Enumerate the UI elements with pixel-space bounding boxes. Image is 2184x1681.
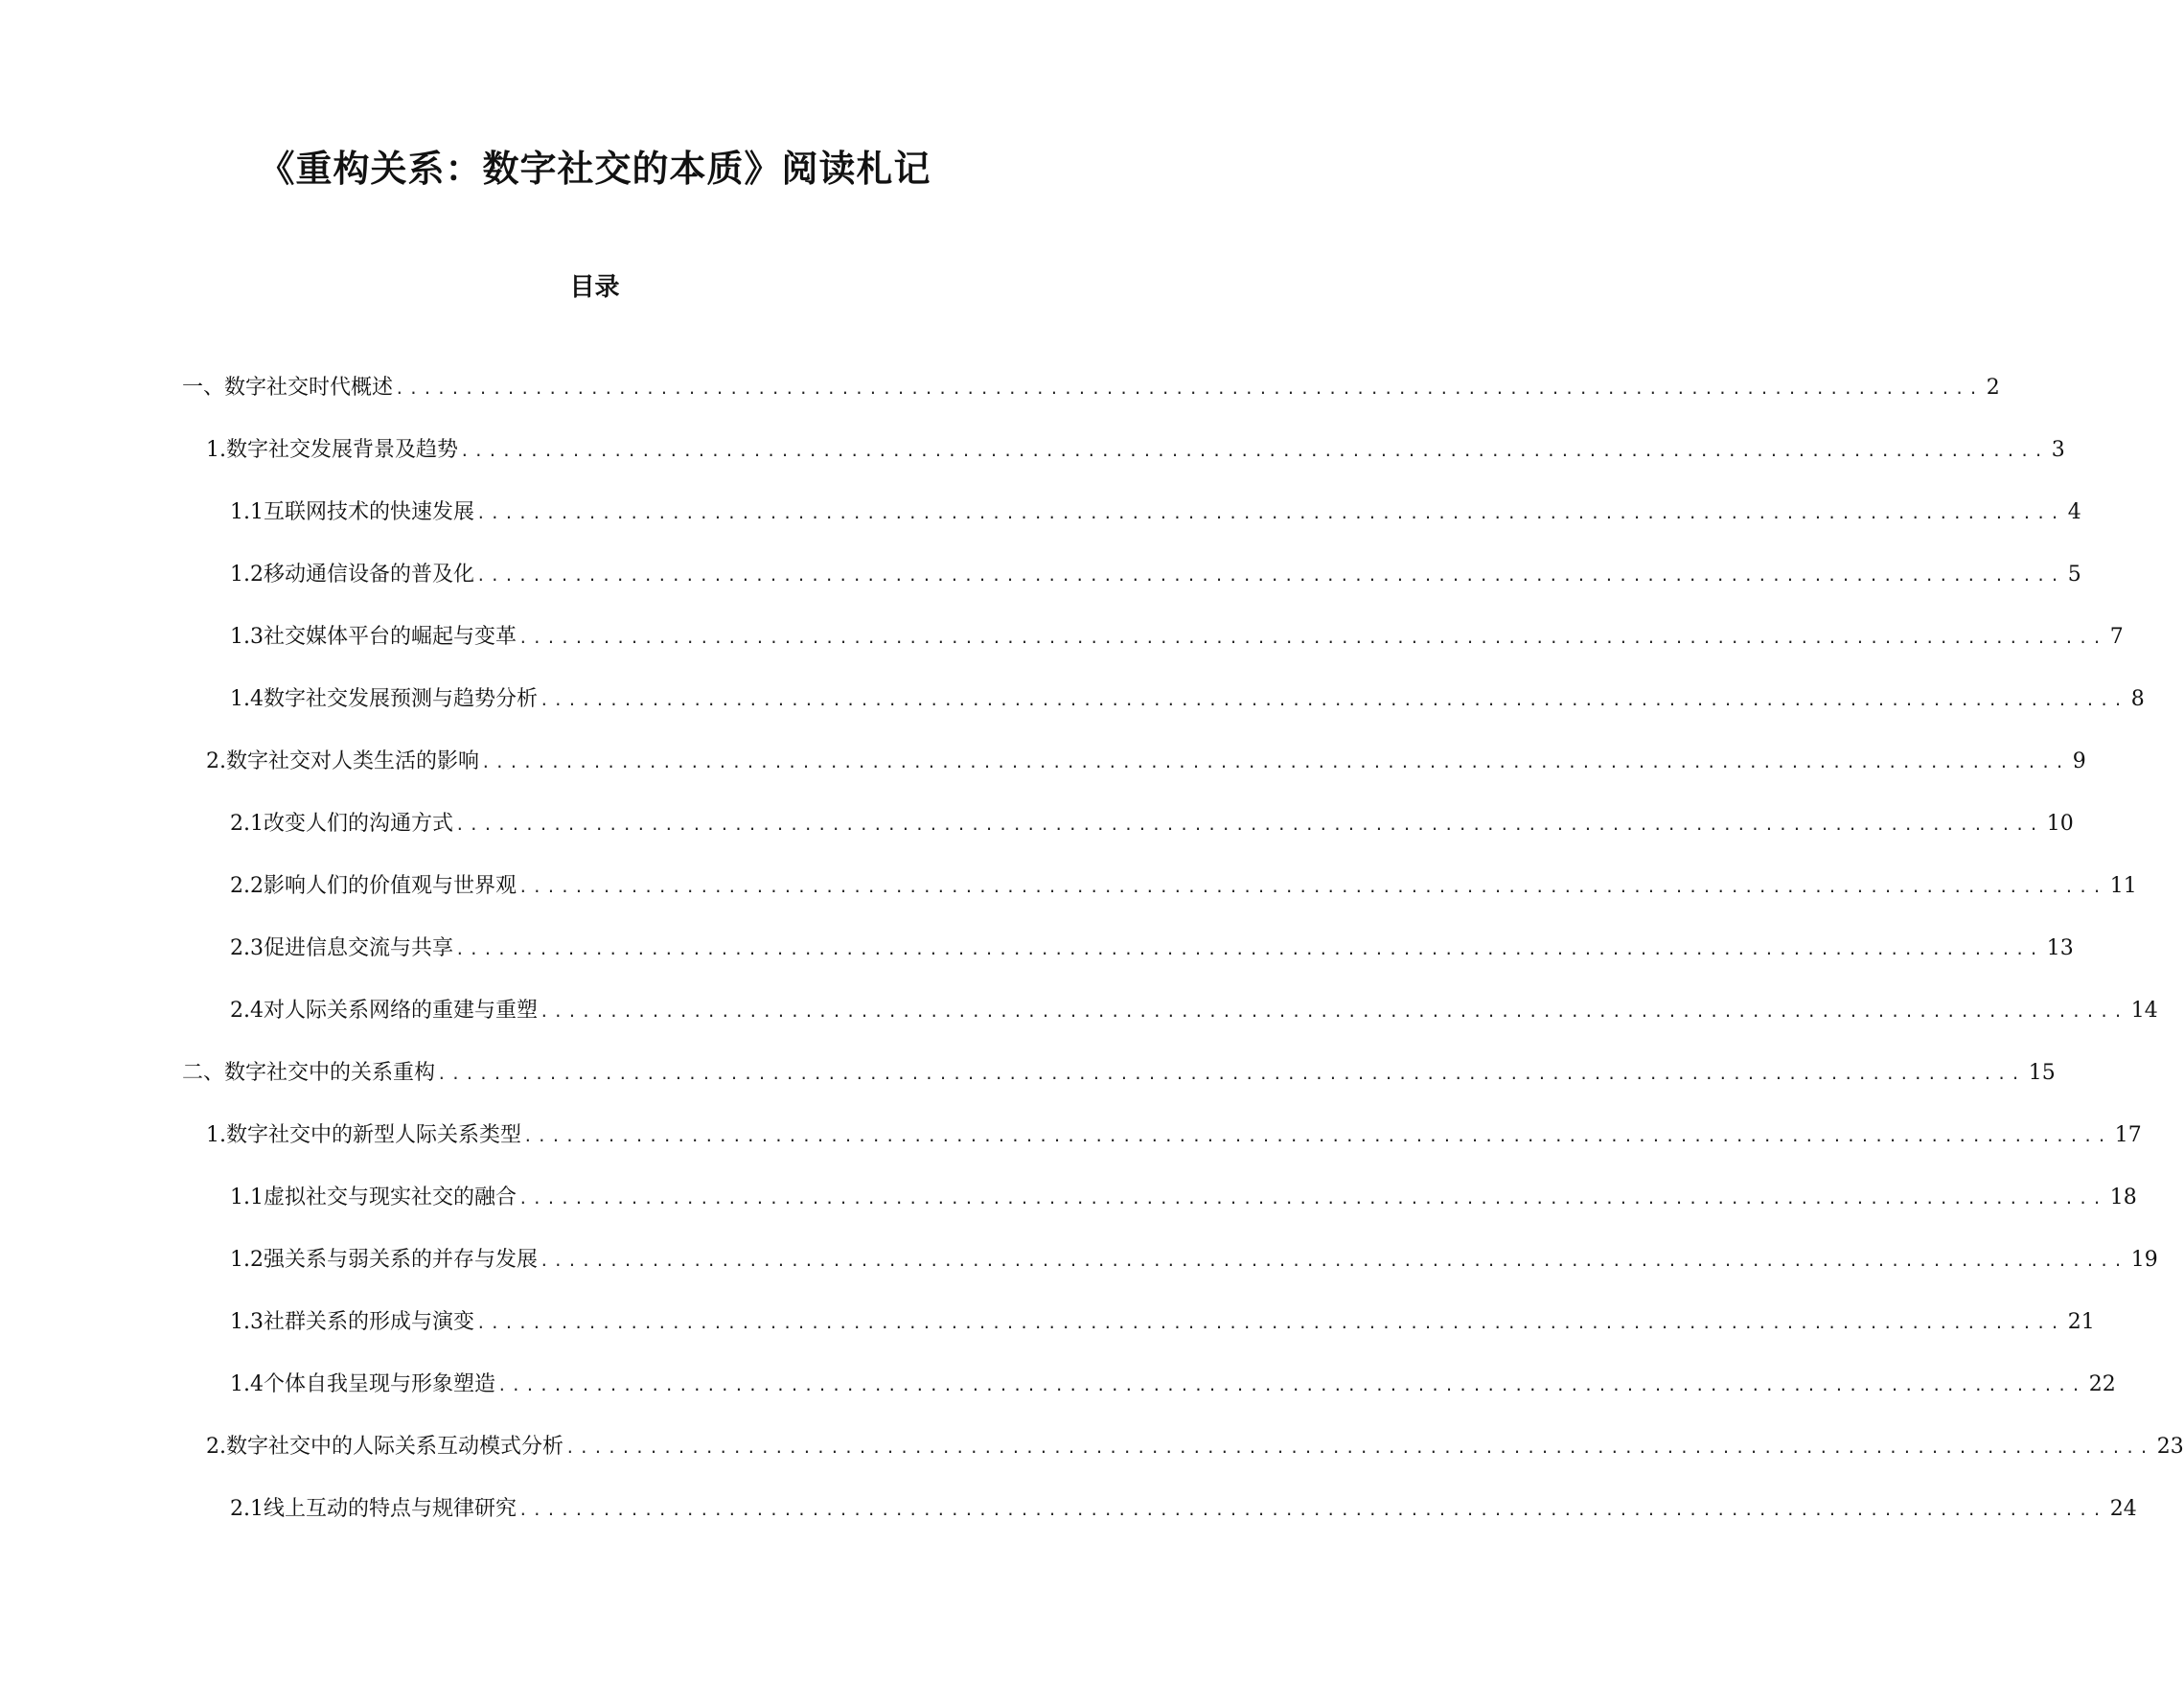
toc-entry-page: 7 bbox=[2109, 625, 2124, 649]
toc-entry-title: 虚拟社交与现实社交的融合 bbox=[264, 1186, 517, 1209]
toc-dot-leader: .................................................................................................................. bbox=[523, 1127, 2111, 1145]
toc-dot-leader: .................................................................................................................. bbox=[476, 504, 2064, 522]
toc-entry-number: 1.3 bbox=[230, 1310, 264, 1334]
toc-dot-leader: .................................................................................................................. bbox=[460, 442, 2048, 460]
toc-dot-leader: .................................................................................................................. bbox=[497, 1376, 2085, 1394]
toc-entry[interactable] bbox=[182, 1057, 2056, 1090]
toc-entry-title: 强关系与弱关系的并存与发展 bbox=[264, 1248, 539, 1272]
document-title: 《重构关系：数字社交的本质》阅读札记 bbox=[258, 147, 931, 190]
toc-entry-page: 9 bbox=[2072, 749, 2086, 773]
toc-entry-page: 8 bbox=[2130, 687, 2145, 711]
toc-entry-page: 22 bbox=[2088, 1372, 2116, 1396]
toc-entry[interactable] bbox=[230, 683, 2145, 716]
toc-dot-leader: .................................................................................................................. bbox=[518, 629, 2106, 647]
toc-entry-title: 线上互动的特点与规律研究 bbox=[264, 1497, 517, 1521]
toc-dot-leader: .................................................................................................................. bbox=[395, 380, 1983, 398]
toc-entry-page: 24 bbox=[2109, 1497, 2137, 1521]
toc-entry-title: 促进信息交流与共享 bbox=[264, 936, 454, 960]
toc-entry-title: 社交媒体平台的崛起与变革 bbox=[264, 625, 517, 649]
toc-entry[interactable] bbox=[230, 808, 2074, 840]
toc-dot-leader: .................................................................................................................. bbox=[540, 691, 2127, 709]
toc-entry-number: 1.4 bbox=[230, 1372, 264, 1396]
toc-dot-leader: .................................................................................................................. bbox=[437, 1065, 2025, 1083]
toc-entry-number: 一、 bbox=[182, 376, 225, 400]
toc-entry-page: 11 bbox=[2109, 874, 2137, 898]
toc-entry[interactable] bbox=[230, 870, 2137, 903]
toc-entry-page: 10 bbox=[2046, 812, 2074, 836]
toc-entry-title: 数字社交发展背景及趋势 bbox=[226, 438, 459, 462]
toc-entry-number: 二、 bbox=[182, 1061, 225, 1085]
toc-dot-leader: .................................................................................................................. bbox=[518, 1501, 2106, 1519]
toc-entry[interactable] bbox=[206, 1119, 2142, 1152]
toc-dot-leader: .................................................................................................................. bbox=[481, 753, 2069, 771]
toc-entry-title: 数字社交中的人际关系互动模式分析 bbox=[226, 1435, 564, 1459]
toc-entry-number: 2.2 bbox=[230, 874, 264, 898]
toc-dot-leader: .................................................................................................................. bbox=[540, 1002, 2127, 1021]
toc-entry-title: 数字社交发展预测与趋势分析 bbox=[264, 687, 539, 711]
toc-entry[interactable] bbox=[230, 559, 2081, 591]
toc-dot-leader: .................................................................................................................. bbox=[518, 878, 2106, 896]
toc-entry-page: 19 bbox=[2130, 1248, 2158, 1272]
toc-entry[interactable] bbox=[206, 1431, 2184, 1463]
toc-entry[interactable] bbox=[206, 746, 2086, 778]
toc-entry-number: 1.3 bbox=[230, 625, 264, 649]
toc-entry[interactable] bbox=[230, 1244, 2158, 1277]
toc-entry-number: 2.1 bbox=[230, 812, 264, 836]
toc-dot-leader: .................................................................................................................. bbox=[540, 1252, 2127, 1270]
toc-entry-number: 1.1 bbox=[230, 500, 264, 524]
toc-entry-page: 21 bbox=[2067, 1310, 2095, 1334]
toc-entry-page: 13 bbox=[2046, 936, 2074, 960]
toc-entry-number: 1.2 bbox=[230, 1248, 264, 1272]
toc-entry-title: 数字社交对人类生活的影响 bbox=[226, 749, 480, 773]
toc-entry-title: 数字社交中的新型人际关系类型 bbox=[226, 1123, 522, 1147]
toc-entry-title: 对人际关系网络的重建与重塑 bbox=[264, 999, 539, 1023]
toc-entry-page: 2 bbox=[1986, 376, 2000, 400]
toc-entry[interactable] bbox=[230, 1493, 2137, 1526]
toc-entry-number: 2.3 bbox=[230, 936, 264, 960]
toc-entry-number: 2. bbox=[206, 1435, 226, 1459]
toc-entry-title: 移动通信设备的普及化 bbox=[264, 563, 475, 587]
toc-dot-leader: .................................................................................................................. bbox=[455, 940, 2043, 958]
toc-entry-page: 15 bbox=[2028, 1061, 2056, 1085]
toc-entry-number: 1. bbox=[206, 1123, 226, 1147]
toc-entry[interactable] bbox=[230, 1182, 2137, 1214]
toc-entry-page: 5 bbox=[2067, 563, 2081, 587]
toc-entry-number: 1.1 bbox=[230, 1186, 264, 1209]
toc-entry-number: 1.2 bbox=[230, 563, 264, 587]
toc-entry[interactable] bbox=[230, 496, 2081, 529]
toc-entry-title: 社群关系的形成与演变 bbox=[264, 1310, 475, 1334]
toc-entry-page: 3 bbox=[2051, 438, 2065, 462]
toc-entry-number: 2.4 bbox=[230, 999, 264, 1023]
toc-entry-title: 互联网技术的快速发展 bbox=[264, 500, 475, 524]
toc-dot-leader: .................................................................................................................. bbox=[455, 816, 2043, 834]
toc-entry-number: 2.1 bbox=[230, 1497, 264, 1521]
toc-dot-leader: .................................................................................................................. bbox=[476, 566, 2064, 585]
toc-entry-page: 4 bbox=[2067, 500, 2081, 524]
toc-entry[interactable] bbox=[182, 372, 2000, 404]
toc-entry-number: 1. bbox=[206, 438, 226, 462]
toc-entry[interactable] bbox=[230, 1306, 2095, 1339]
toc-dot-leader: .................................................................................................................. bbox=[565, 1439, 2153, 1457]
toc-entry-title: 影响人们的价值观与世界观 bbox=[264, 874, 517, 898]
toc-entry-page: 14 bbox=[2130, 999, 2158, 1023]
toc-entry-page: 23 bbox=[2156, 1435, 2184, 1459]
toc-entry-page: 18 bbox=[2109, 1186, 2137, 1209]
toc-entry[interactable] bbox=[206, 434, 2065, 467]
toc-entry[interactable] bbox=[230, 621, 2124, 654]
toc-entry[interactable] bbox=[230, 1369, 2116, 1401]
toc-entry-page: 17 bbox=[2114, 1123, 2142, 1147]
toc-dot-leader: .................................................................................................................. bbox=[476, 1314, 2064, 1332]
toc-entry-number: 2. bbox=[206, 749, 226, 773]
toc-entry[interactable] bbox=[230, 933, 2074, 965]
toc-entry[interactable] bbox=[230, 995, 2158, 1027]
toc-entry-number: 1.4 bbox=[230, 687, 264, 711]
toc-entry-title: 改变人们的沟通方式 bbox=[264, 812, 454, 836]
toc-entry-title: 个体自我呈现与形象塑造 bbox=[264, 1372, 496, 1396]
toc-entry-title: 数字社交中的关系重构 bbox=[224, 1061, 436, 1085]
toc-entry-title: 数字社交时代概述 bbox=[224, 376, 394, 400]
toc-heading: 目录 bbox=[569, 273, 620, 302]
toc-dot-leader: .................................................................................................................. bbox=[518, 1189, 2106, 1208]
